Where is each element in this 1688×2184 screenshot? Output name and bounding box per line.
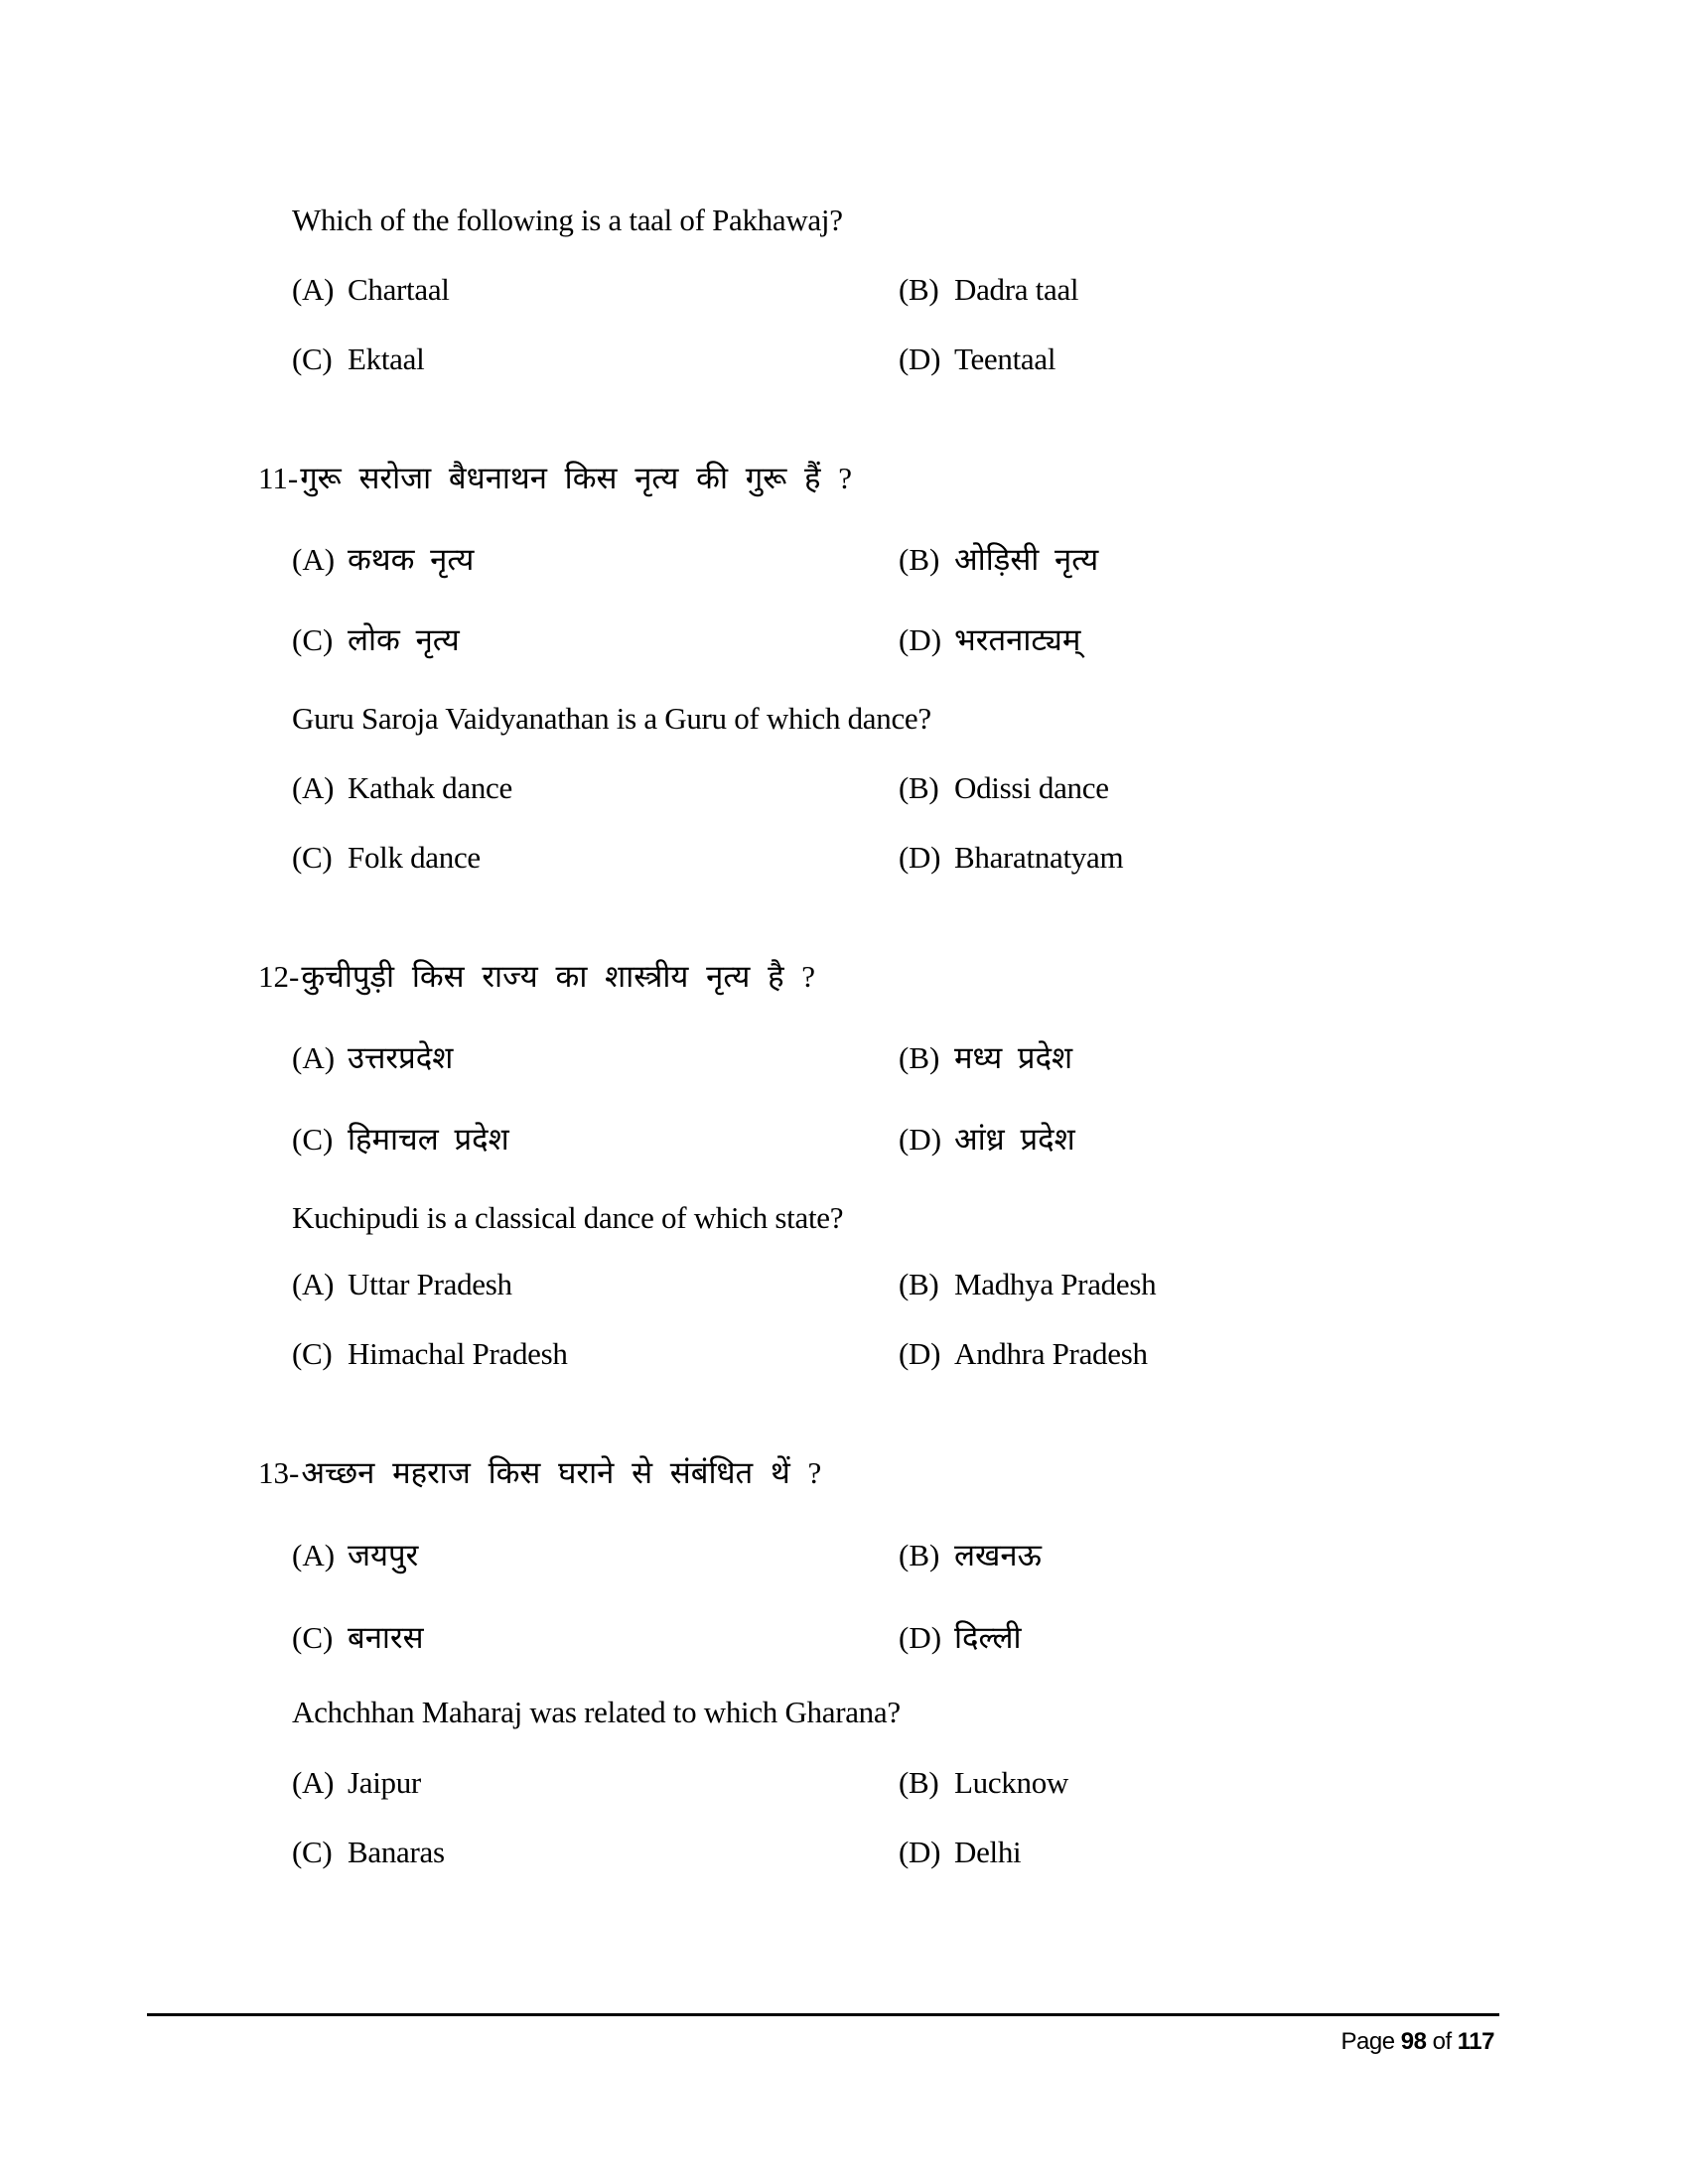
option-c xyxy=(292,1338,568,1369)
option-text: लखनऊ xyxy=(954,1538,1042,1572)
question-number: 13- xyxy=(258,1455,300,1490)
option-c xyxy=(292,1837,445,1867)
option-text: Uttar Pradesh xyxy=(348,1267,512,1301)
option-label: (C) xyxy=(292,1336,333,1371)
option-c-hi xyxy=(292,1124,509,1155)
option-text: Dadra taal xyxy=(954,272,1079,307)
option-text: Jaipur xyxy=(348,1765,421,1800)
question-hindi: कुचीपुड़ी किस राज्य का शास्त्रीय नृत्य है ? xyxy=(301,959,816,994)
option-label: (B) xyxy=(899,1538,940,1572)
total-pages: 117 xyxy=(1457,2028,1494,2055)
question-text-en: Guru Saroja Vaidyanathan is a Guru of which dance? xyxy=(292,701,931,736)
option-b xyxy=(899,1269,1156,1299)
option-d-hi xyxy=(899,624,1080,655)
option-label: (D) xyxy=(899,1336,941,1371)
option-text: कथक नृत्य xyxy=(348,542,475,577)
option-a-hi xyxy=(292,1540,418,1570)
option-text: Chartaal xyxy=(348,272,450,307)
of-word: of xyxy=(1432,2028,1452,2055)
option-text: Himachal Pradesh xyxy=(348,1336,568,1371)
option-text: Lucknow xyxy=(954,1765,1068,1800)
option-c-hi xyxy=(292,1622,424,1653)
option-text: Andhra Pradesh xyxy=(954,1336,1148,1371)
option-label: (B) xyxy=(899,272,939,307)
question-number: 11- xyxy=(258,461,299,495)
option-a xyxy=(292,1269,512,1299)
option-label: (C) xyxy=(292,1835,333,1869)
question-hindi: गुरू सरोजा बैधनाथन किस नृत्य की गुरू हैं ? xyxy=(300,461,853,495)
option-a-hi xyxy=(292,1042,453,1073)
option-d-hi xyxy=(899,1622,1022,1653)
option-label: (A) xyxy=(292,1267,335,1301)
option-text: बनारस xyxy=(348,1620,424,1655)
option-label: (A) xyxy=(292,1040,336,1075)
option-d xyxy=(899,842,1123,873)
option-label: (B) xyxy=(899,542,940,577)
option-label: (D) xyxy=(899,840,941,875)
option-text: भरतनाट्यम् xyxy=(954,622,1081,657)
option-label: (C) xyxy=(292,1620,334,1655)
option-label: (B) xyxy=(899,1765,939,1800)
option-b-hi xyxy=(899,544,1098,575)
option-d xyxy=(899,343,1055,374)
option-c xyxy=(292,842,481,873)
option-c-hi xyxy=(292,624,460,655)
option-text: ओड़िसी नृत्य xyxy=(954,542,1099,577)
option-text: Bharatnatyam xyxy=(954,840,1124,875)
question-hindi: अच्छन महराज किस घराने से संबंधित थें ? xyxy=(301,1455,822,1490)
option-text: दिल्ली xyxy=(954,1620,1022,1655)
question-text-hi xyxy=(258,1457,821,1488)
option-label: (A) xyxy=(292,542,336,577)
option-label: (D) xyxy=(899,1620,942,1655)
option-text: उत्तरप्रदेश xyxy=(348,1040,454,1075)
option-a xyxy=(292,274,450,305)
option-text: Banaras xyxy=(348,1835,445,1869)
option-b-hi xyxy=(899,1042,1072,1073)
option-label: (C) xyxy=(292,840,333,875)
question-text-en: Kuchipudi is a classical dance of which state? xyxy=(292,1200,844,1235)
option-text: Madhya Pradesh xyxy=(954,1267,1157,1301)
option-b-hi xyxy=(899,1540,1042,1570)
option-text: Teentaal xyxy=(954,341,1056,376)
option-a-hi xyxy=(292,544,474,575)
option-label: (D) xyxy=(899,622,942,657)
footer-divider xyxy=(147,2013,1499,2016)
option-text: मध्य प्रदेश xyxy=(954,1040,1073,1075)
option-label: (B) xyxy=(899,1267,939,1301)
current-page: 98 xyxy=(1400,2028,1427,2055)
page-word: Page xyxy=(1340,2028,1395,2055)
option-label: (C) xyxy=(292,341,333,376)
option-label: (D) xyxy=(899,341,941,376)
option-label: (B) xyxy=(899,1040,940,1075)
option-label: (D) xyxy=(899,1835,941,1869)
question-text-en: Which of the following is a taal of Pakhawaj? xyxy=(292,203,843,237)
option-label: (C) xyxy=(292,622,334,657)
question-text-en: Achchhan Maharaj was related to which Gharana? xyxy=(292,1695,901,1729)
option-label: (B) xyxy=(899,770,939,805)
page-number xyxy=(1340,2028,1494,2056)
option-text: Kathak dance xyxy=(348,770,512,805)
option-label: (A) xyxy=(292,272,335,307)
option-label: (A) xyxy=(292,1538,336,1572)
option-c xyxy=(292,343,424,374)
option-text: जयपुर xyxy=(348,1538,419,1572)
option-text: लोक नृत्य xyxy=(348,622,460,657)
option-d xyxy=(899,1338,1148,1369)
option-d-hi xyxy=(899,1124,1075,1155)
option-a xyxy=(292,772,512,803)
option-d xyxy=(899,1837,1021,1867)
option-label: (A) xyxy=(292,1765,335,1800)
option-text: Delhi xyxy=(954,1835,1022,1869)
option-b xyxy=(899,1767,1068,1798)
option-a xyxy=(292,1767,421,1798)
option-b xyxy=(899,274,1078,305)
question-number: 12- xyxy=(258,959,300,994)
question-text-hi xyxy=(258,463,852,493)
question-text-hi xyxy=(258,961,815,992)
option-text: Odissi dance xyxy=(954,770,1109,805)
option-text: हिमाचल प्रदेश xyxy=(348,1122,509,1157)
option-label: (D) xyxy=(899,1122,942,1157)
option-text: आंध्र प्रदेश xyxy=(954,1122,1075,1157)
option-text: Folk dance xyxy=(348,840,481,875)
option-label: (C) xyxy=(292,1122,334,1157)
option-text: Ektaal xyxy=(348,341,425,376)
option-b xyxy=(899,772,1109,803)
option-label: (A) xyxy=(292,770,335,805)
